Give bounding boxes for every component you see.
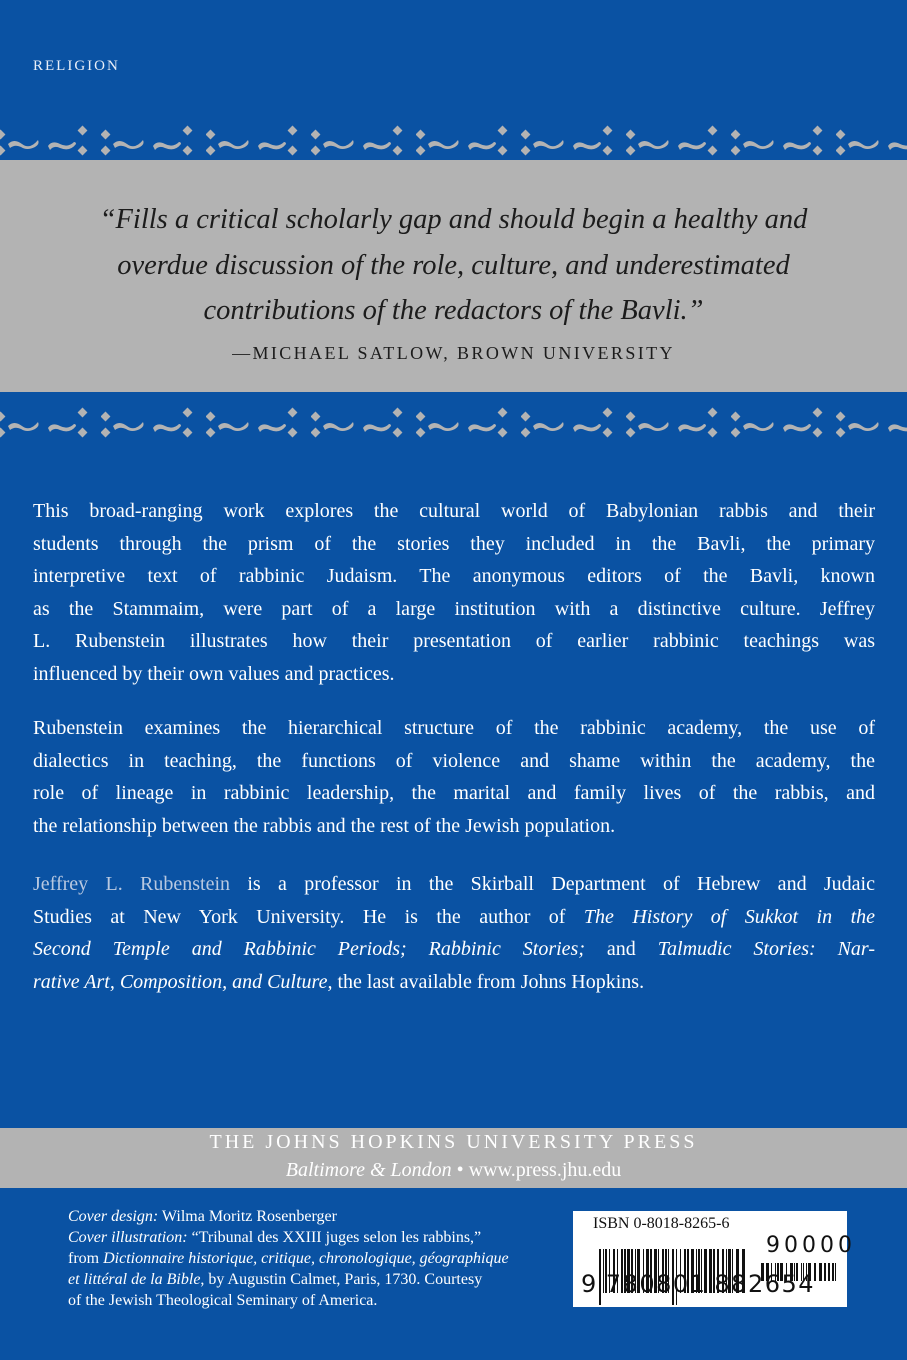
text-line [33, 658, 875, 691]
text-line [33, 625, 875, 658]
quote-box [0, 160, 907, 392]
quote-line: overdue discussion of the role, culture, and underestimated [117, 250, 790, 281]
book-title: rative Art, Composition, and Culture, [33, 970, 333, 993]
text-line [33, 868, 875, 901]
text-segment: Studies at New York University. He is the author of [33, 905, 584, 928]
illustration-title: “Tribunal des XXIII juges selon les rabbins,” [191, 1229, 482, 1246]
publisher-band [0, 1128, 907, 1188]
text-segment: L. Rubenstein illustrates how their presentation of earlier rabbinic teachings was [33, 630, 875, 652]
illustration-label: Cover illustration: [68, 1229, 188, 1246]
text-line [33, 777, 875, 810]
text-line [33, 712, 875, 745]
ornament-band-bottom [0, 400, 907, 442]
credit-text: from [68, 1250, 104, 1267]
text-line [33, 560, 875, 593]
publisher-subline [0, 1159, 907, 1182]
text-segment: role of lineage in rabbinic leadership, the marital and family lives of the rabbis, and [33, 782, 875, 804]
isbn-label: ISBN 0-8018-8265-6 [593, 1215, 730, 1232]
text-segment: Rubenstein examines the hierarchical structure of the rabbinic academy, the use of [33, 717, 875, 739]
author-name: Jeffrey L. Rubenstein [33, 873, 231, 895]
text-line [33, 528, 875, 561]
text-segment: influenced by their own values and practices. [33, 662, 395, 685]
quote-line: “Fills a critical scholarly gap and should begin a healthy and [99, 204, 808, 235]
text-segment: the relationship between the rabbis and the rest of the Jewish population. [33, 814, 616, 837]
description-paragraph-2 [33, 712, 875, 842]
text-line [33, 901, 875, 934]
text-segment: students through the prism of the stories they included in the Bavli, the primary [33, 532, 875, 555]
text-segment: interpretive text of rabbinic Judaism. The anonymous editors of the Bavli, known [33, 565, 875, 587]
description-paragraph-1 [33, 495, 875, 690]
design-value: Wilma Moritz Rosenberger [161, 1208, 337, 1225]
design-label: Cover design: [68, 1208, 159, 1225]
barcode-bar [828, 1263, 830, 1281]
barcode-bar [832, 1263, 834, 1281]
text-segment: dialectics in teaching, the functions of violence and shame within the academy, the [33, 749, 875, 772]
text-segment: This broad-ranging work explores the cultural world of Babylonian rabbis and their [33, 500, 875, 522]
publisher-location: Baltimore & London [285, 1159, 452, 1181]
text-segment: is a professor in the Skirball Department of Hebrew and Judaic [230, 873, 875, 895]
credit-text: of the Jewish Theological Seminary of America. [68, 1292, 378, 1309]
text-line [33, 745, 875, 778]
text-segment: and [584, 938, 658, 960]
text-line [33, 495, 875, 528]
book-title: Second Temple and Rabbinic Periods; Rabbinic Stories; [33, 938, 585, 960]
barcode-bar [819, 1263, 822, 1281]
text-line [33, 593, 875, 626]
source-title: Dictionnaire historique, critique, chronologique, géographique [103, 1250, 509, 1267]
book-title: The History of Sukkot in the [583, 905, 875, 928]
addon-digits: 90000 [766, 1233, 856, 1258]
publisher-name: THE JOHNS HOPKINS UNIVERSITY PRESS [209, 1131, 698, 1153]
category-label: RELIGION [33, 58, 120, 74]
separator-bullet: • [456, 1159, 464, 1181]
text-line [33, 966, 875, 999]
ean-left-digits: 780801 [605, 1270, 707, 1298]
source-title-cont: et littéral de la Bible [68, 1271, 201, 1288]
barcode-bar [835, 1263, 836, 1281]
ornament-band-top [0, 118, 907, 160]
quote-attribution: —MICHAEL SATLOW, BROWN UNIVERSITY [232, 343, 675, 363]
book-title: Talmudic Stories: Nar- [657, 938, 875, 960]
text-segment: as the Stammaim, were part of a large institution with a distinctive culture. Jeffrey [33, 597, 875, 620]
text-segment: the last available from Johns Hopkins. [332, 970, 645, 993]
isbn-barcode [573, 1211, 856, 1307]
quote-line: contributions of the redactors of the Bavli.” [203, 295, 704, 326]
text-line [33, 933, 875, 966]
cover-credits [68, 1206, 509, 1311]
credit-text: , by Augustin Calmet, Paris, 1730. Courtesy [200, 1271, 483, 1288]
ean-right-digits: 882654 [714, 1270, 816, 1298]
ean-digits [581, 1270, 815, 1298]
barcode-bar [824, 1263, 826, 1281]
author-bio [33, 868, 875, 998]
ean-first-digit: 9 [581, 1270, 598, 1298]
publisher-url[interactable]: www.press.jhu.edu [468, 1159, 622, 1181]
text-line [33, 810, 875, 843]
